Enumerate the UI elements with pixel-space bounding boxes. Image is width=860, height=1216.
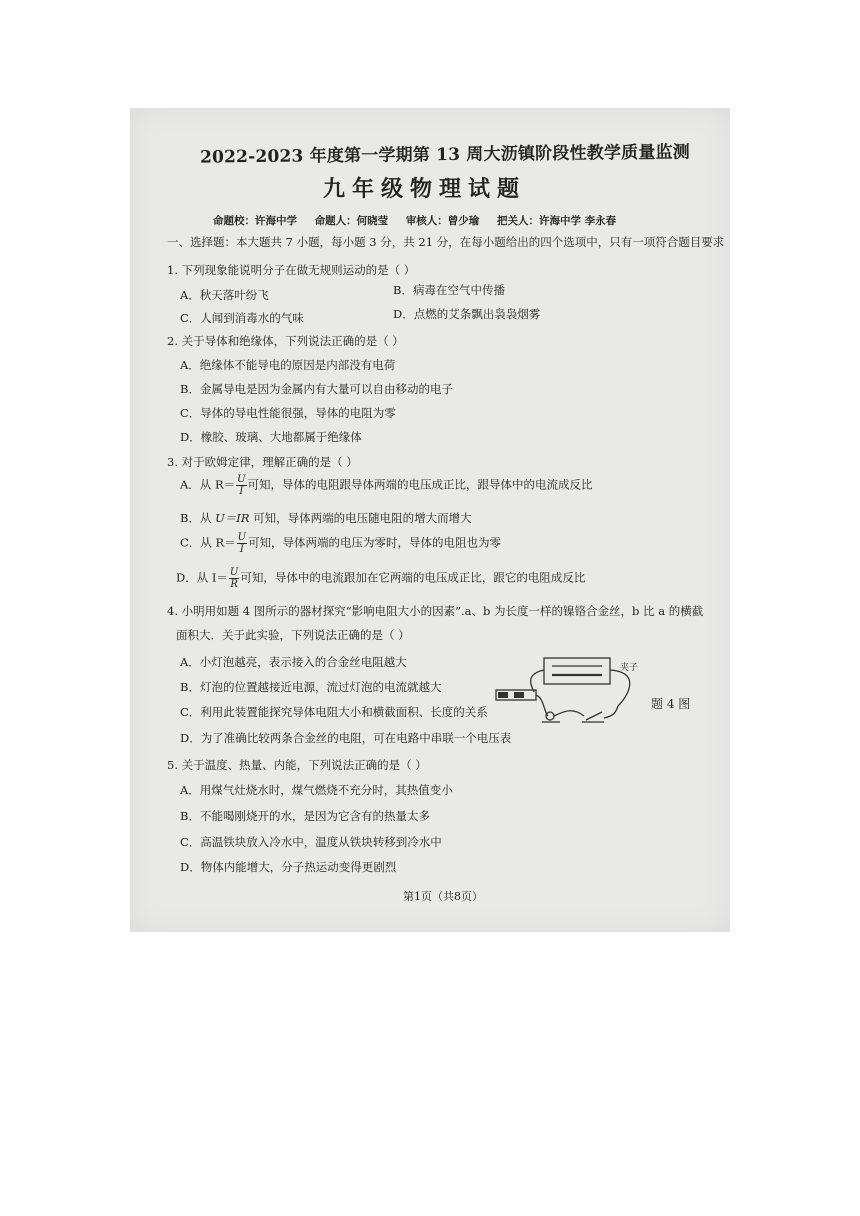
q3-c-text: 可知，导体两端的电压为零时，导体的电阻也为零 (248, 535, 502, 550)
fraction-numerator: U (237, 474, 246, 485)
q3-d-prefix: D．从 I＝ (176, 570, 228, 585)
clip-wire (610, 670, 630, 706)
meta-reviewer: 审核人：曾少瑜 (405, 215, 480, 227)
alloy-wire-board (544, 658, 610, 684)
q3-option-c (180, 532, 501, 555)
wire-bulb-switch (554, 711, 584, 716)
q4-option-b: B．灯泡的位置越接近电源，流过灯泡的电流就越大 (180, 680, 442, 694)
q3-d-fraction (229, 567, 239, 590)
question-3-stem: 3. 对于欧姆定律，理解正确的是（ ） (167, 455, 358, 469)
q3-b-prefix: B．从 (180, 511, 216, 525)
q1-option-a: A．秋天落叶纷飞 (180, 288, 269, 302)
q3-a-fraction (236, 474, 246, 497)
question-1-stem: 1. 下列现象能说明分子在做无规则运动的是（ ） (167, 263, 416, 277)
q2-option-c: C．导体的导电性能很强，导体的电阻为零 (180, 406, 396, 420)
q3-option-b (180, 510, 472, 526)
q5-option-b: B．不能喝刚烧开的水，是因为它含有的热量太多 (180, 809, 430, 823)
wire-switch-clip (604, 706, 618, 718)
wire-battery-bulb (536, 695, 548, 716)
question-5-stem: 5. 关于温度、热量、内能，下列说法正确的是（ ） (167, 758, 427, 772)
question-4-stem-line1: 4. 小明用如题 4 图所示的器材探究“影响电阻大小的因素”.a、b 为长度一样的镍铬合金丝，b 比 a 的横截 (167, 604, 704, 618)
section-heading: 一、选择题：本大题共 7 小题，每小题 3 分，共 21 分，在每小题给出的四个选项中，只有一项符合题目要求 (167, 235, 725, 249)
question-2-stem: 2. 关于导体和绝缘体，下列说法正确的是（ ） (167, 334, 404, 348)
fraction-numerator: U (229, 567, 239, 578)
battery-cell (514, 692, 524, 698)
exam-subtitle: 九年级物理试题 (323, 176, 527, 202)
clip-label: 夹子 (620, 663, 639, 673)
q2-option-a: A．绝缘体不能导电的原因是内部没有电荷 (180, 358, 396, 372)
q3-c-fraction (237, 532, 247, 555)
q3-option-a (180, 474, 593, 497)
q2-option-d: D．橡胶、玻璃、大地都属于绝缘体 (180, 430, 362, 444)
fraction-numerator: U (237, 532, 247, 543)
q3-a-text: 可知，导体的电阻跟导体两端的电压成正比，跟导体中的电流成反比 (247, 477, 593, 492)
circuit-figure-4 (490, 650, 690, 730)
lead-wire (531, 670, 544, 692)
meta-school: 命题校：许海中学 (213, 215, 297, 227)
fraction-denominator: I (239, 544, 244, 555)
exam-title: 2022-2023 年度第一学期第 13 周大沥镇阶段性教学质量监测 (199, 142, 691, 168)
q3-d-text: 可知，导体中的电流跟加在它两端的电压成正比，跟它的电阻成反比 (240, 570, 586, 585)
meta-author: 命题人：何晓莹 (314, 215, 389, 227)
q1-option-c: C．人闻到消毒水的气味 (180, 311, 304, 325)
switch-lever (586, 712, 602, 720)
figure-4-label: 题 4 图 (651, 697, 691, 711)
q3-option-d (176, 567, 585, 590)
fraction-denominator: R (230, 579, 238, 590)
q1-option-b: B．病毒在空气中传播 (393, 283, 505, 297)
q1-option-d: D．点燃的艾条飘出袅袅烟雾 (393, 307, 541, 321)
q5-option-d: D．物体内能增大，分子热运动变得更剧烈 (180, 860, 397, 874)
q5-option-c: C．高温铁块放入冷水中，温度从铁块转移到冷水中 (180, 835, 442, 849)
q3-c-prefix: C．从 R＝ (180, 535, 236, 550)
q5-option-a: A．用煤气灶烧水时，煤气燃烧不充分时，其热值变小 (180, 783, 453, 797)
q4-option-c: C．利用此装置能探究导体电阻大小和横截面积、长度的关系 (180, 705, 488, 719)
fraction-denominator: I (239, 486, 244, 497)
q3-b-formula: U＝IR (215, 511, 250, 525)
meta-checker: 把关人：许海中学 李永春 (496, 215, 617, 227)
q3-a-prefix: A．从 R＝ (180, 477, 236, 492)
q4-option-d: D．为了准确比较两条合金丝的电阻，可在电路中串联一个电压表 (180, 731, 512, 745)
page-number: 第1页（共8页） (403, 890, 483, 903)
q3-b-text: 可知，导体两端的电压随电阻的增大而增大 (249, 511, 472, 525)
q4-option-a: A．小灯泡越亮，表示接入的合金丝电阻越大 (180, 655, 407, 669)
q2-option-b: B．金属导电是因为金属内有大量可以自由移动的电子 (180, 382, 453, 396)
battery-cell (498, 692, 508, 698)
question-4-stem-line2: 面积大．关于此实验，下列说法正确的是（ ） (176, 628, 410, 642)
exam-meta (213, 213, 630, 228)
